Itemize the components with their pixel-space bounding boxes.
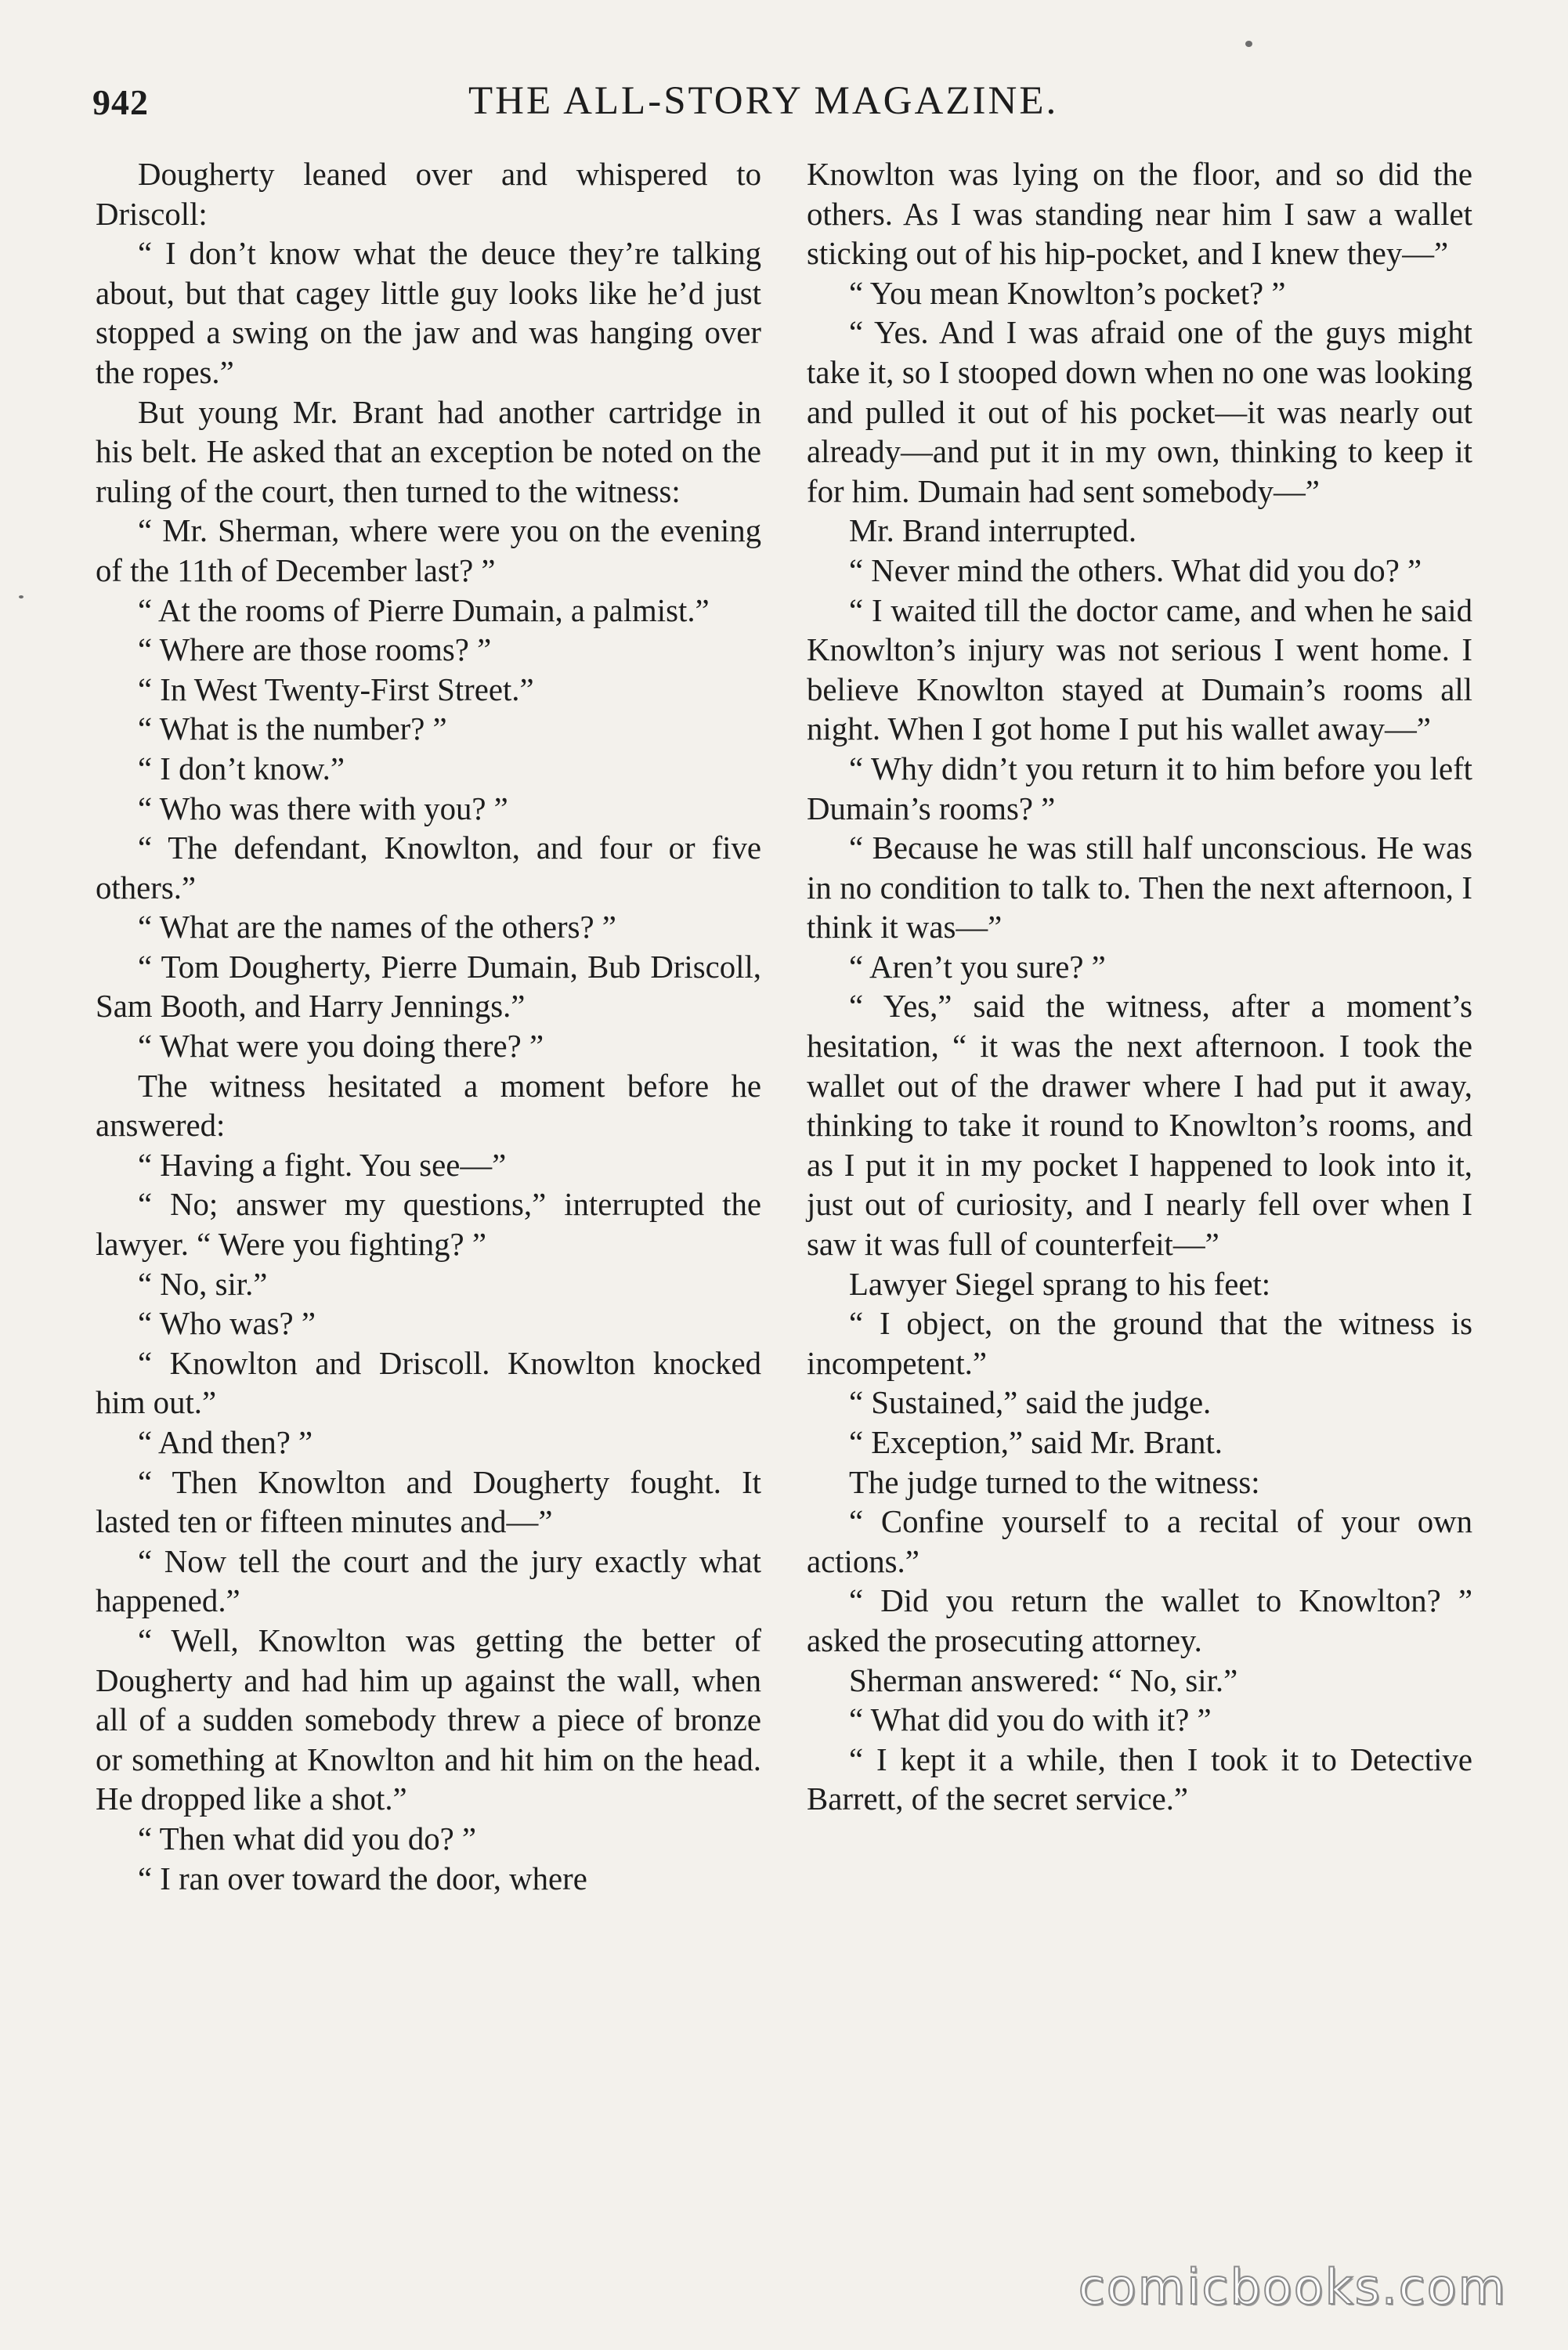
paragraph: “ Why didn’t you return it to him before you left Dumain’s rooms? ” xyxy=(807,750,1472,826)
paragraph: Knowlton was lying on the floor, and so did the others. As I was standing near him I saw a wallet sticking out of his hip-pocket, and I knew they—” xyxy=(807,157,1472,272)
paragraph: “ Mr. Sherman, where were you on the evening of the 11th of December last? ” xyxy=(96,513,761,588)
paper-speck xyxy=(1245,41,1252,47)
paragraph: “ Yes. And I was afraid one of the guys might take it, so I stooped down when no one was looking and pulled it out of his pocket—it was nearly out already—and put it in my own, thinking to keep it for him. Dumain had sent somebody—” xyxy=(807,315,1472,509)
paragraph: Dougherty leaned over and whispered to Driscoll: xyxy=(96,157,761,232)
paragraph: “ At the rooms of Pierre Dumain, a palmist.” xyxy=(138,592,710,628)
paragraph: “ What did you do with it? ” xyxy=(849,1702,1212,1738)
paragraph: Lawyer Siegel sprang to his feet: xyxy=(849,1266,1271,1302)
paragraph: “ I don’t know.” xyxy=(138,750,345,786)
paragraph: “ Knowlton and Driscoll. Knowlton knocked him out.” xyxy=(96,1345,761,1421)
paragraph: “ You mean Knowlton’s pocket? ” xyxy=(849,275,1286,311)
paragraph: “ Now tell the court and the jury exactly what happened.” xyxy=(96,1543,761,1619)
paragraph: “ Did you return the wallet to Knowlton? ” asked the prosecuting attorney. xyxy=(807,1583,1472,1658)
paragraph: “ The defendant, Knowlton, and four or five others.” xyxy=(96,830,761,906)
paragraph: “ Well, Knowlton was getting the better of Dougherty and had him up against the wall, when all of a sudden somebody threw a piece of bronze or something at Knowlton and hit him on the head. He dropped like a shot.” xyxy=(96,1622,761,1817)
paragraph: “ Then Knowlton and Dougherty fought. It lasted ten or fifteen minutes and—” xyxy=(96,1464,761,1540)
running-title: THE ALL-STORY MAGAZINE. xyxy=(468,79,1059,123)
paper-speck xyxy=(19,595,23,598)
paragraph: “ Then what did you do? ” xyxy=(138,1820,477,1856)
paragraph: Sherman answered: “ No, sir.” xyxy=(849,1662,1238,1698)
paragraph: The judge turned to the witness: xyxy=(849,1464,1260,1500)
paragraph: “ What is the number? ” xyxy=(138,711,447,747)
paragraph: “ Where are those rooms? ” xyxy=(138,632,492,668)
paragraph: “ Sustained,” said the judge. xyxy=(849,1385,1212,1421)
paragraph: “ I kept it a while, then I took it to Detective Barrett, of the secret service.” xyxy=(807,1741,1472,1817)
page-header xyxy=(92,67,1111,130)
paragraph: “ Confine yourself to a recital of your own actions.” xyxy=(807,1504,1472,1579)
paragraph: “ Because he was still half unconscious. He was in no condition to talk to. Then the next afternoon, I think it was—” xyxy=(807,830,1472,945)
paragraph: “ Tom Dougherty, Pierre Dumain, Bub Driscoll, Sam Booth, and Harry Jennings.” xyxy=(96,949,761,1025)
paragraph: “ I object, on the ground that the witness is incompetent.” xyxy=(807,1306,1472,1381)
page-number: 942 xyxy=(92,82,149,122)
left-column xyxy=(96,155,761,1899)
watermark: comicbooks.com xyxy=(1078,2258,1507,2316)
paragraph: “ Never mind the others. What did you do? ” xyxy=(849,552,1422,588)
paragraph: The witness hesitated a moment before he answered: xyxy=(96,1068,761,1144)
paragraph: “ In West Twenty-First Street.” xyxy=(138,671,534,707)
paragraph: But young Mr. Brant had another cartridge in his belt. He asked that an exception be noted on the ruling of the court, then turned to the witness: xyxy=(96,394,761,509)
right-column xyxy=(807,155,1472,1820)
paragraph: “ I waited till the doctor came, and when he said Knowlton’s injury was not serious I went home. I believe Knowlton stayed at Dumain’s rooms all night. When I got home I put his wallet away—” xyxy=(807,592,1472,747)
paragraph: “ Who was there with you? ” xyxy=(138,790,508,826)
paragraph: “ I don’t know what the deuce they’re talking about, but that cagey little guy looks like he’d just stopped a swing on the jaw and was hanging over the ropes.” xyxy=(96,236,761,390)
paragraph: “ Exception,” said Mr. Brant. xyxy=(849,1425,1223,1460)
paragraph: “ And then? ” xyxy=(138,1425,313,1460)
paragraph: “ Having a fight. You see—” xyxy=(138,1147,507,1183)
paragraph: “ What were you doing there? ” xyxy=(138,1029,544,1065)
paragraph: “ What are the names of the others? ” xyxy=(138,909,616,945)
paragraph: Mr. Brand interrupted. xyxy=(849,513,1137,549)
paragraph: “ Aren’t you sure? ” xyxy=(849,949,1106,985)
paragraph: “ Who was? ” xyxy=(138,1306,316,1342)
paragraph: “ Yes,” said the witness, after a moment’s hesitation, “ it was the next afternoon. I took the wallet out of the drawer where I had put it away, thinking to take it round to Knowlton’s rooms, and as I put it in my pocket I happened to look into it, just out of curiosity, and I nearly fell over when I saw it was full of counterfeit—” xyxy=(807,989,1472,1263)
paragraph: “ No; answer my questions,” interrupted the lawyer. “ Were you fighting? ” xyxy=(96,1187,761,1263)
paragraph: “ I ran over toward the door, where xyxy=(138,1860,587,1896)
paragraph: “ No, sir.” xyxy=(138,1266,268,1302)
